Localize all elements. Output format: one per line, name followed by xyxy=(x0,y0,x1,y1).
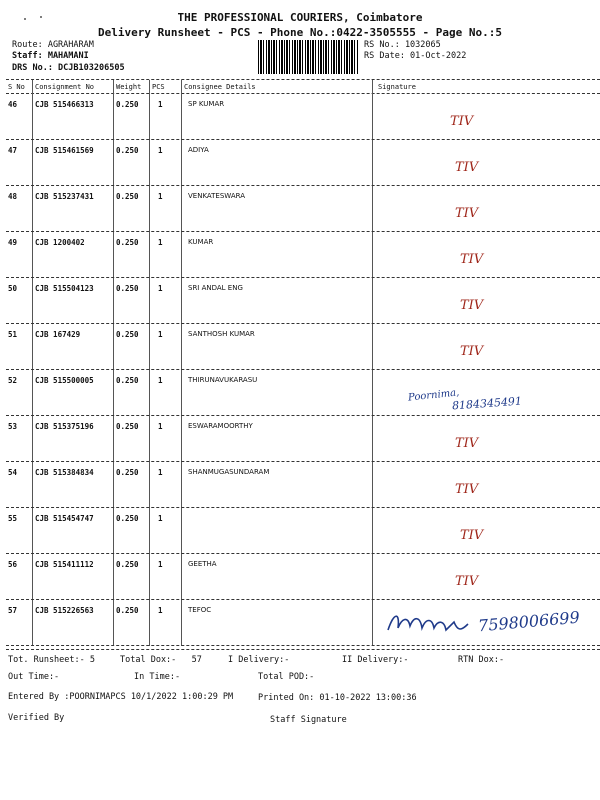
rtn-dox: RTN Dox:- xyxy=(458,655,505,665)
row-weight: 0.250 xyxy=(116,100,139,109)
col-signature-header: Signature xyxy=(378,83,416,91)
table-bottom-rule-2 xyxy=(6,649,600,650)
row-signature: TIV xyxy=(460,298,484,313)
row-pcs: 1 xyxy=(158,422,163,431)
i-delivery: I Delivery:- xyxy=(228,655,290,665)
in-time: In Time:- xyxy=(134,672,181,682)
col-divider xyxy=(113,80,114,646)
row-consignment-no: CJB 1200402 xyxy=(35,238,85,247)
row-divider xyxy=(6,231,600,232)
row-sno: 53 xyxy=(8,422,18,431)
row-consignment-no: CJB 515411112 xyxy=(35,560,94,569)
row-weight: 0.250 xyxy=(116,606,139,615)
handwritten-phone: 8184345491 xyxy=(451,394,523,413)
rs-date: RS Date: 01-Oct-2022 xyxy=(364,51,467,61)
table-header-rule xyxy=(6,93,600,94)
row-pcs: 1 xyxy=(158,468,163,477)
row-pcs: 1 xyxy=(158,238,163,247)
col-divider xyxy=(372,80,373,646)
row-signature: TIV xyxy=(460,528,484,543)
row-sno: 49 xyxy=(8,238,18,247)
handwritten-phone-57: 7598006699 xyxy=(477,607,581,636)
row-consignee: SP KUMAR xyxy=(188,100,225,108)
row-divider xyxy=(6,277,600,278)
row-weight: 0.250 xyxy=(116,146,139,155)
verified-by: Verified By xyxy=(8,713,65,723)
row-consignee: TEFOC xyxy=(188,606,212,614)
route-label: Route: AGRAHARAM xyxy=(12,40,94,50)
row-sno: 54 xyxy=(8,468,18,477)
row-signature: TIV xyxy=(455,482,479,497)
scan-speck xyxy=(24,18,26,20)
row-pcs: 1 xyxy=(158,606,163,615)
row-signature: TIV xyxy=(460,344,484,359)
ii-delivery: II Delivery:- xyxy=(342,655,409,665)
printed-on: Printed On: 01-10-2022 13:00:36 xyxy=(258,693,417,703)
row-weight: 0.250 xyxy=(116,514,139,523)
rs-number: RS No.: 1032065 xyxy=(364,40,441,50)
row-sno: 55 xyxy=(8,514,18,523)
row-consignment-no: CJB 515454747 xyxy=(35,514,94,523)
row-pcs: 1 xyxy=(158,100,163,109)
row-consignee: ADIYA xyxy=(188,146,209,154)
row-sno: 52 xyxy=(8,376,18,385)
row-consignment-no: CJB 515500005 xyxy=(35,376,94,385)
row-weight: 0.250 xyxy=(116,192,139,201)
col-weight-header: Weight xyxy=(116,83,142,91)
runsheet-subtitle: Delivery Runsheet - PCS - Phone No.:0422-3505555 - Page No.:5 xyxy=(98,26,502,39)
row-consignment-no: CJB 515384834 xyxy=(35,468,94,477)
row-consignee: VENKATESWARA xyxy=(188,192,245,200)
row-consignee: SRI ANDAL ENG xyxy=(188,284,243,292)
handwritten-name: Poornima, xyxy=(407,387,460,404)
drs-number: DRS No.: DCJB103206505 xyxy=(12,63,125,73)
staff-label: Staff: MAHAMANI xyxy=(12,51,89,61)
row-signature: TIV xyxy=(455,206,479,221)
col-divider xyxy=(149,80,150,646)
col-divider xyxy=(181,80,182,646)
row-signature: TIV xyxy=(450,114,474,129)
row-signature: TIV xyxy=(455,160,479,175)
row-consignee: KUMAR xyxy=(188,238,214,246)
row-divider xyxy=(6,599,600,600)
row-consignee: THIRUNAVUKARASU xyxy=(188,376,258,384)
row-divider xyxy=(6,139,600,140)
barcode xyxy=(258,40,358,74)
tot-runsheet: Tot. Runsheet:- 5 xyxy=(8,655,95,665)
row-weight: 0.250 xyxy=(116,422,139,431)
row-pcs: 1 xyxy=(158,376,163,385)
row-consignee: GEETHA xyxy=(188,560,217,568)
row-consignee: SHANMUGASUNDARAM xyxy=(188,468,270,476)
row-sno: 50 xyxy=(8,284,18,293)
row-consignee: ESWARAMOORTHY xyxy=(188,422,253,430)
total-dox: Total Dox:- 57 xyxy=(120,655,202,665)
row-divider xyxy=(6,369,600,370)
row-pcs: 1 xyxy=(158,330,163,339)
row-weight: 0.250 xyxy=(116,376,139,385)
row-weight: 0.250 xyxy=(116,238,139,247)
row-signature: TIV xyxy=(455,574,479,589)
row-sno: 56 xyxy=(8,560,18,569)
row-pcs: 1 xyxy=(158,284,163,293)
row-sno: 47 xyxy=(8,146,18,155)
row-divider xyxy=(6,461,600,462)
row-consignment-no: CJB 515226563 xyxy=(35,606,94,615)
row-pcs: 1 xyxy=(158,192,163,201)
row-consignment-no: CJB 515466313 xyxy=(35,100,94,109)
row-consignment-no: CJB 515375196 xyxy=(35,422,94,431)
total-pod: Total POD:- xyxy=(258,672,315,682)
scan-speck xyxy=(40,16,42,18)
scrawled-signature xyxy=(384,608,474,638)
row-pcs: 1 xyxy=(158,560,163,569)
row-divider xyxy=(6,323,600,324)
row-divider xyxy=(6,415,600,416)
row-consignment-no: CJB 515504123 xyxy=(35,284,94,293)
row-consignment-no: CJB 515461569 xyxy=(35,146,94,155)
staff-signature: Staff Signature xyxy=(270,715,347,725)
row-weight: 0.250 xyxy=(116,330,139,339)
row-weight: 0.250 xyxy=(116,284,139,293)
row-consignment-no: CJB 167429 xyxy=(35,330,81,339)
table-bottom-rule xyxy=(6,645,600,646)
row-divider xyxy=(6,185,600,186)
row-signature: TIV xyxy=(455,436,479,451)
row-weight: 0.250 xyxy=(116,560,139,569)
col-consignment-header: Consignment No xyxy=(35,83,95,91)
row-pcs: 1 xyxy=(158,146,163,155)
col-divider xyxy=(32,80,33,646)
row-consignee: SANTHOSH KUMAR xyxy=(188,330,255,338)
out-time: Out Time:- xyxy=(8,672,60,682)
col-consignee-header: Consignee Details xyxy=(184,83,256,91)
row-signature: TIV xyxy=(460,252,484,267)
row-sno: 48 xyxy=(8,192,18,201)
row-divider xyxy=(6,553,600,554)
col-sno-header: S No xyxy=(8,83,25,91)
row-sno: 57 xyxy=(8,606,18,615)
table-top-rule xyxy=(6,79,600,80)
col-pcs-header: PCS xyxy=(152,83,165,91)
row-weight: 0.250 xyxy=(116,468,139,477)
row-consignment-no: CJB 515237431 xyxy=(35,192,94,201)
runsheet-title: THE PROFESSIONAL COURIERS, Coimbatore xyxy=(177,11,423,24)
entered-by: Entered By :POORNIMAPCS 10/1/2022 1:00:29 PM xyxy=(8,692,234,702)
row-sno: 51 xyxy=(8,330,18,339)
row-divider xyxy=(6,507,600,508)
row-sno: 46 xyxy=(8,100,18,109)
row-pcs: 1 xyxy=(158,514,163,523)
